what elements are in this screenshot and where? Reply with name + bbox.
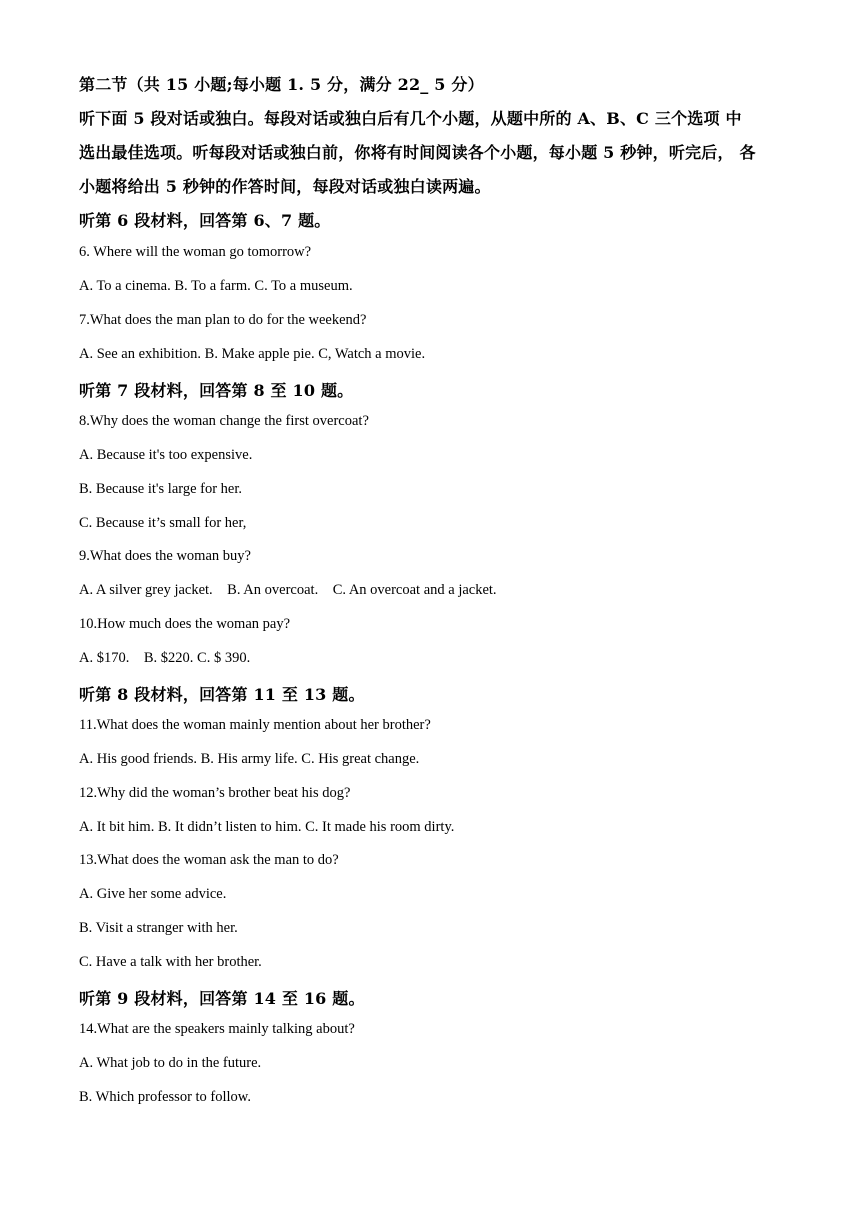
option-8c: C. Because it’s small for her, [79, 515, 247, 531]
option-14a: A. What job to do in the future. [79, 1055, 262, 1071]
instruction-line-3: 小题将给出 5 秒钟的作答时间，每段对话或独白读两遍。 [79, 177, 491, 196]
option-14b: B. Which professor to follow. [79, 1089, 251, 1105]
options-12: A. It bit him. B. It didn’t listen to him. C. It made his room dirty. [79, 819, 455, 835]
question-8: 8.Why does the woman change the first overcoat? [79, 413, 369, 429]
question-7: 7.What does the man plan to do for the weekend? [79, 312, 367, 328]
options-7: A. See an exhibition. B. Make apple pie. C, Watch a movie. [79, 346, 426, 362]
options-10: A. $170. B. $220. C. $ 390. [79, 650, 251, 666]
options-11: A. His good friends. B. His army life. C. His great change. [79, 751, 420, 767]
options-9: A. A silver grey jacket. B. An overcoat. C. An overcoat and a jacket. [79, 582, 497, 598]
option-13a: A. Give her some advice. [79, 886, 227, 902]
question-14: 14.What are the speakers mainly talking about? [79, 1021, 355, 1037]
passage-heading-6: 听第 6 段材料，回答第 6、7 题。 [79, 211, 331, 230]
question-10: 10.How much does the woman pay? [79, 616, 291, 632]
option-13c: C. Have a talk with her brother. [79, 954, 262, 970]
options-6: A. To a cinema. B. To a farm. C. To a museum. [79, 278, 353, 294]
question-13: 13.What does the woman ask the man to do? [79, 852, 339, 868]
question-9: 9.What does the woman buy? [79, 548, 251, 564]
instruction-line-2: 选出最佳选项。听每段对话或独白前，你将有时间阅读各个小题，每小题 5 秒钟，听完后， 各 [79, 143, 756, 162]
option-13b: B. Visit a stranger with her. [79, 920, 238, 936]
passage-heading-9: 听第 9 段材料，回答第 14 至 16 题。 [79, 989, 365, 1008]
instruction-line-1: 听下面 5 段对话或独白。每段对话或独白后有几个小题，从题中所的 A、B、C 三个选项 中 [79, 109, 742, 128]
section-header: 第二节（共 15 小题;每小题 1. 5 分，满分 22_ 5 分） [79, 75, 484, 94]
option-8b: B. Because it's large for her. [79, 481, 243, 497]
passage-heading-7: 听第 7 段材料，回答第 8 至 10 题。 [79, 381, 354, 400]
passage-heading-8: 听第 8 段材料，回答第 11 至 13 题。 [79, 685, 365, 704]
question-11: 11.What does the woman mainly mention about her brother? [79, 717, 431, 733]
question-12: 12.Why did the woman’s brother beat his dog? [79, 785, 351, 801]
option-8a: A. Because it's too expensive. [79, 447, 253, 463]
question-6: 6. Where will the woman go tomorrow? [79, 244, 312, 260]
